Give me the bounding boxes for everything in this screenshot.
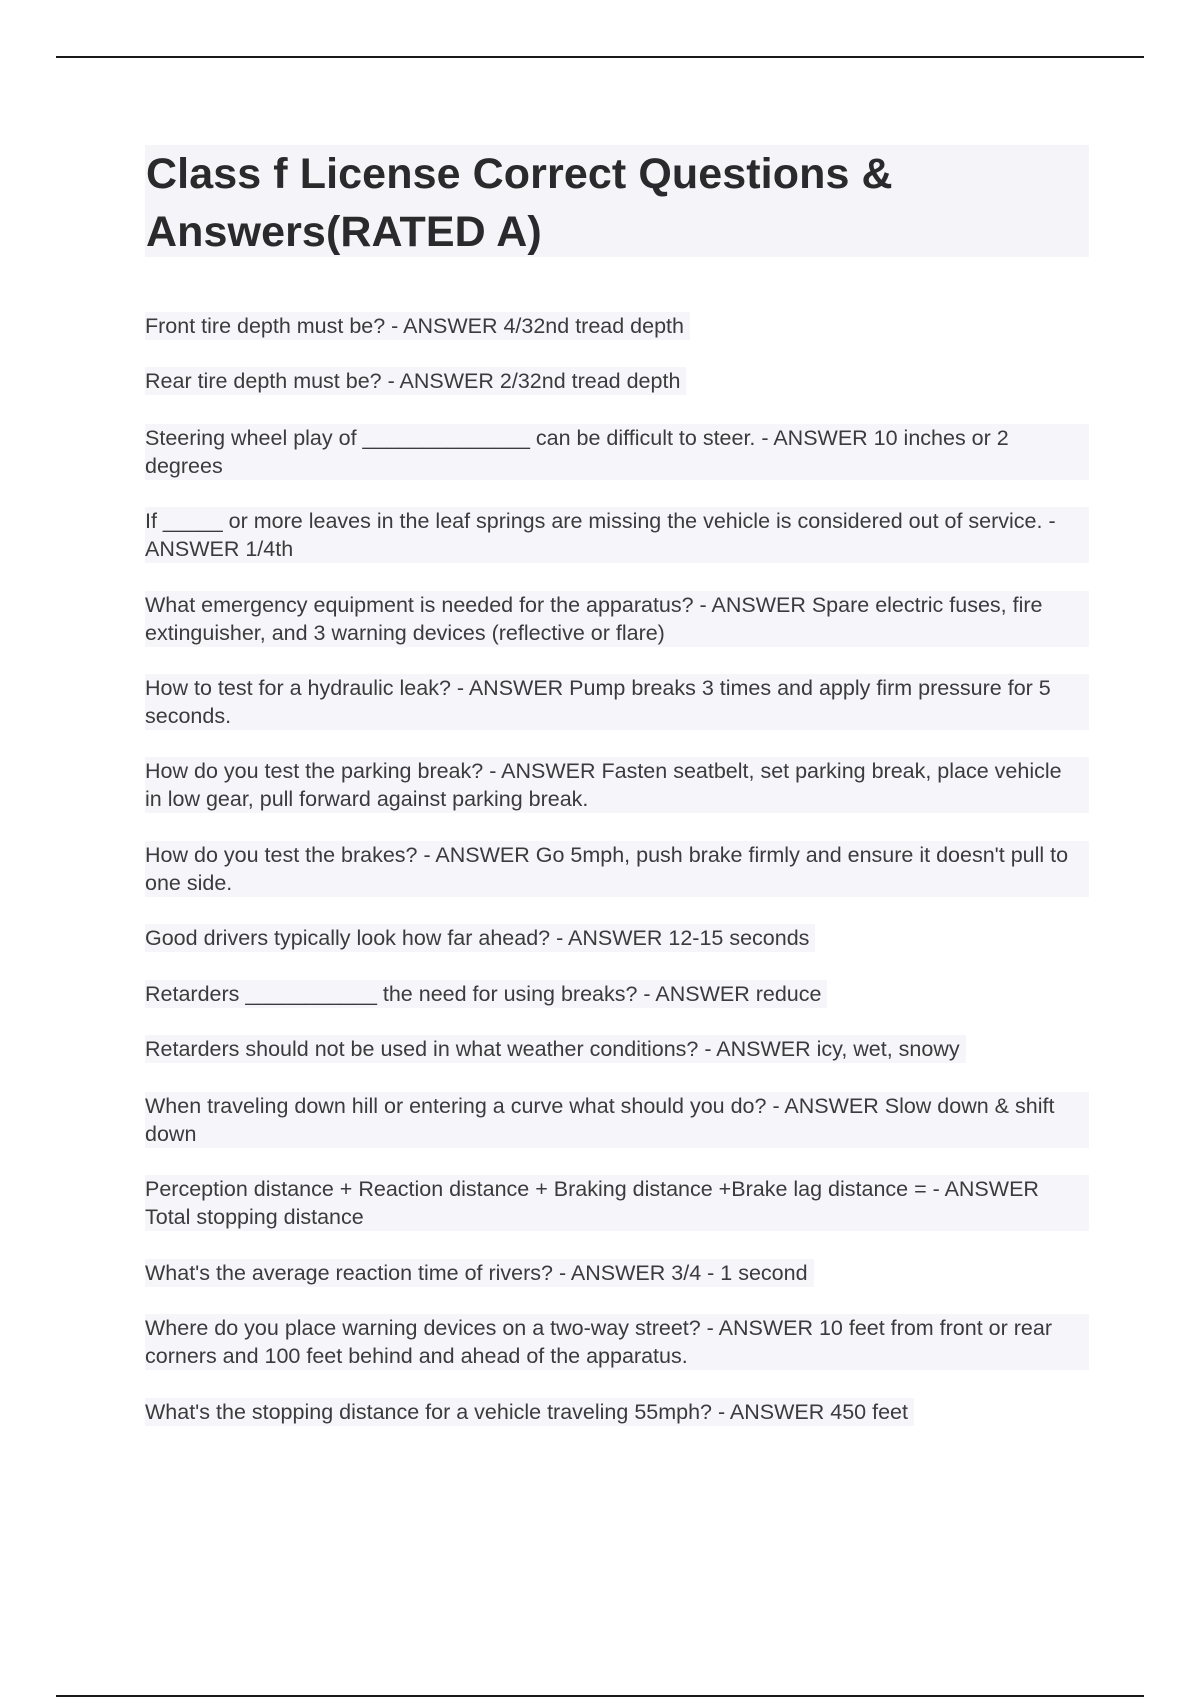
qa-item: Good drivers typically look how far ahead? - ANSWER 12-15 seconds (145, 924, 815, 952)
qa-item: How do you test the parking break? - ANSWER Fasten seatbelt, set parking break, place vehicle in low gear, pull forward against parking break. (145, 757, 1089, 813)
qa-item: Retarders ___________ the need for using breaks? - ANSWER reduce (145, 980, 827, 1008)
qa-item: How to test for a hydraulic leak? - ANSWER Pump breaks 3 times and apply firm pressure for 5 seconds. (145, 674, 1089, 730)
document-title: Class f License Correct Questions & Answers(RATED A) (146, 150, 893, 256)
qa-item: Front tire depth must be? - ANSWER 4/32nd tread depth (145, 312, 690, 340)
qa-item: If _____ or more leaves in the leaf springs are missing the vehicle is considered out of service. - ANSWER 1/4th (145, 507, 1089, 563)
qa-item: Perception distance + Reaction distance + Braking distance +Brake lag distance = - ANSWER Total stopping distance (145, 1175, 1089, 1231)
qa-item: What's the stopping distance for a vehicle traveling 55mph? - ANSWER 450 feet (145, 1398, 914, 1426)
top-divider (56, 56, 1144, 58)
qa-item: What's the average reaction time of rivers? - ANSWER 3/4 - 1 second (145, 1259, 814, 1287)
qa-item: Where do you place warning devices on a two-way street? - ANSWER 10 feet from front or rear corners and 100 feet behind and ahead of the apparatus. (145, 1314, 1089, 1370)
qa-item: Steering wheel play of ______________ can be difficult to steer. - ANSWER 10 inches or 2 degrees (145, 424, 1089, 480)
title-block (145, 145, 1089, 257)
qa-item: Retarders should not be used in what weather conditions? - ANSWER icy, wet, snowy (145, 1035, 966, 1063)
qa-item: What emergency equipment is needed for the apparatus? - ANSWER Spare electric fuses, fire extinguisher, and 3 warning devices (reflective or flare) (145, 591, 1089, 647)
qa-item: Rear tire depth must be? - ANSWER 2/32nd tread depth (145, 367, 686, 395)
qa-item: How do you test the brakes? - ANSWER Go 5mph, push brake firmly and ensure it doesn't pull to one side. (145, 841, 1089, 897)
qa-item: When traveling down hill or entering a curve what should you do? - ANSWER Slow down & shift down (145, 1092, 1089, 1148)
bottom-divider (56, 1695, 1144, 1697)
